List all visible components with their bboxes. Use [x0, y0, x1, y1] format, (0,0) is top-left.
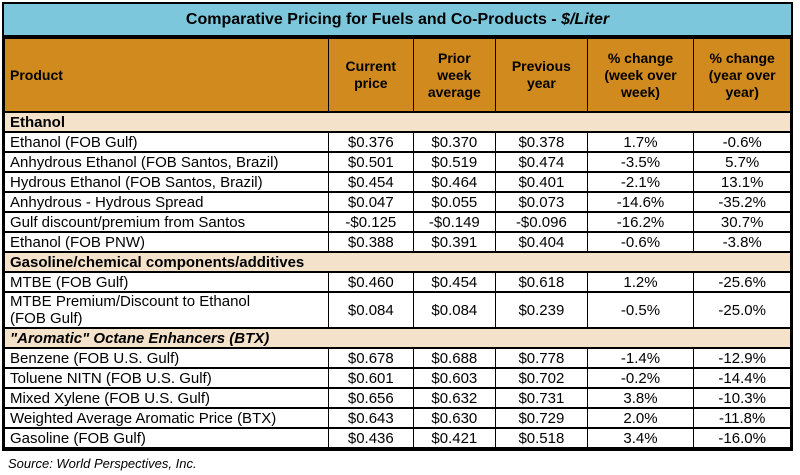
col-header-product: Product	[5, 38, 329, 112]
pct-change-wow-cell: 3.4%	[587, 428, 694, 448]
previous-year-cell: $0.239	[496, 292, 588, 328]
pct-change-yoy-cell: -0.6%	[694, 132, 791, 152]
pct-change-wow-cell: -0.6%	[587, 232, 694, 252]
previous-year-cell: $0.073	[496, 192, 588, 212]
product-cell: Anhydrous - Hydrous Spread	[5, 192, 329, 212]
current-price-cell: $0.376	[329, 132, 414, 152]
previous-year-cell: $0.729	[496, 408, 588, 428]
section-row	[5, 328, 791, 348]
pct-change-yoy-cell: 13.1%	[694, 172, 791, 192]
current-price-cell: -$0.125	[329, 212, 414, 232]
pct-change-wow-cell: -2.1%	[587, 172, 694, 192]
pct-change-wow-cell: -14.6%	[587, 192, 694, 212]
current-price-cell: $0.460	[329, 272, 414, 292]
previous-year-cell: $0.378	[496, 132, 588, 152]
table-row	[5, 172, 791, 192]
current-price-cell: $0.084	[329, 292, 414, 328]
pct-change-yoy-cell: 30.7%	[694, 212, 791, 232]
previous-year-cell: -$0.096	[496, 212, 588, 232]
pricing-table	[4, 37, 791, 449]
product-cell: Toluene NITN (FOB U.S. Gulf)	[5, 368, 329, 388]
pricing-table-body	[5, 112, 791, 448]
previous-year-cell: $0.618	[496, 272, 588, 292]
current-price-cell: $0.643	[329, 408, 414, 428]
table-row	[5, 388, 791, 408]
current-price-cell: $0.678	[329, 348, 414, 368]
pct-change-yoy-cell: -12.9%	[694, 348, 791, 368]
pct-change-wow-cell: 3.8%	[587, 388, 694, 408]
prior-week-average-cell: $0.421	[413, 428, 496, 448]
product-cell: Hydrous Ethanol (FOB Santos, Brazil)	[5, 172, 329, 192]
pct-change-wow-cell: 2.0%	[587, 408, 694, 428]
previous-year-cell: $0.731	[496, 388, 588, 408]
pct-change-wow-cell: -3.5%	[587, 152, 694, 172]
product-cell: MTBE Premium/Discount to Ethanol (FOB Gulf)	[5, 292, 329, 328]
table-row	[5, 152, 791, 172]
col-header-current-price: Current price	[329, 38, 414, 112]
prior-week-average-cell: $0.632	[413, 388, 496, 408]
prior-week-average-cell: -$0.149	[413, 212, 496, 232]
product-cell: Weighted Average Aromatic Price (BTX)	[5, 408, 329, 428]
previous-year-cell: $0.702	[496, 368, 588, 388]
product-cell: Ethanol (FOB PNW)	[5, 232, 329, 252]
prior-week-average-cell: $0.630	[413, 408, 496, 428]
pricing-table-frame	[2, 2, 793, 451]
table-title-text: Comparative Pricing for Fuels and Co-Products -	[185, 10, 562, 28]
pct-change-yoy-cell: -25.0%	[694, 292, 791, 328]
table-title	[186, 11, 609, 29]
pct-change-yoy-cell: -16.0%	[694, 428, 791, 448]
pct-change-wow-cell: -16.2%	[587, 212, 694, 232]
product-cell: MTBE (FOB Gulf)	[5, 272, 329, 292]
product-cell: Gulf discount/premium from Santos	[5, 212, 329, 232]
product-cell: Anhydrous Ethanol (FOB Santos, Brazil)	[5, 152, 329, 172]
pct-change-wow-cell: -0.5%	[587, 292, 694, 328]
prior-week-average-cell: $0.519	[413, 152, 496, 172]
section-row	[5, 112, 791, 132]
pct-change-yoy-cell: -3.8%	[694, 232, 791, 252]
product-cell: Ethanol (FOB Gulf)	[5, 132, 329, 152]
previous-year-cell: $0.474	[496, 152, 588, 172]
current-price-cell: $0.436	[329, 428, 414, 448]
col-header-prior-week-average: Prior week average	[413, 38, 496, 112]
header-row	[5, 38, 791, 112]
prior-week-average-cell: $0.688	[413, 348, 496, 368]
source-note: Source: World Perspectives, Inc.	[8, 456, 197, 471]
pricing-table-header	[5, 38, 791, 112]
table-row	[5, 348, 791, 368]
pct-change-wow-cell: 1.2%	[587, 272, 694, 292]
pct-change-yoy-cell: -35.2%	[694, 192, 791, 212]
table-row	[5, 132, 791, 152]
section-label: Gasoline/chemical components/additives	[5, 252, 791, 272]
previous-year-cell: $0.401	[496, 172, 588, 192]
pct-change-wow-cell: -1.4%	[587, 348, 694, 368]
pct-change-yoy-cell: -11.8%	[694, 408, 791, 428]
table-title-bar	[4, 4, 791, 37]
current-price-cell: $0.047	[329, 192, 414, 212]
col-header-pct-change-wow: % change (week over week)	[587, 38, 694, 112]
prior-week-average-cell: $0.370	[413, 132, 496, 152]
previous-year-cell: $0.518	[496, 428, 588, 448]
prior-week-average-cell: $0.603	[413, 368, 496, 388]
current-price-cell: $0.601	[329, 368, 414, 388]
table-row	[5, 428, 791, 448]
table-row	[5, 368, 791, 388]
pct-change-yoy-cell: -25.6%	[694, 272, 791, 292]
current-price-cell: $0.388	[329, 232, 414, 252]
prior-week-average-cell: $0.055	[413, 192, 496, 212]
col-header-pct-change-yoy: % change (year over year)	[694, 38, 791, 112]
section-label: Ethanol	[5, 112, 791, 132]
table-row	[5, 212, 791, 232]
pct-change-wow-cell: 1.7%	[587, 132, 694, 152]
table-row	[5, 192, 791, 212]
previous-year-cell: $0.778	[496, 348, 588, 368]
product-cell: Benzene (FOB U.S. Gulf)	[5, 348, 329, 368]
current-price-cell: $0.656	[329, 388, 414, 408]
prior-week-average-cell: $0.454	[413, 272, 496, 292]
table-title-unit: $/Liter	[561, 10, 610, 28]
table-row	[5, 272, 791, 292]
pct-change-yoy-cell: -10.3%	[694, 388, 791, 408]
pct-change-yoy-cell: 5.7%	[694, 152, 791, 172]
table-row	[5, 232, 791, 252]
current-price-cell: $0.454	[329, 172, 414, 192]
table-row	[5, 408, 791, 428]
section-row	[5, 252, 791, 272]
pct-change-wow-cell: -0.2%	[587, 368, 694, 388]
product-cell: Mixed Xylene (FOB U.S. Gulf)	[5, 388, 329, 408]
current-price-cell: $0.501	[329, 152, 414, 172]
table-row	[5, 292, 791, 328]
prior-week-average-cell: $0.084	[413, 292, 496, 328]
pct-change-yoy-cell: -14.4%	[694, 368, 791, 388]
previous-year-cell: $0.404	[496, 232, 588, 252]
section-label: "Aromatic" Octane Enhancers (BTX)	[5, 328, 791, 348]
prior-week-average-cell: $0.391	[413, 232, 496, 252]
product-cell: Gasoline (FOB Gulf)	[5, 428, 329, 448]
prior-week-average-cell: $0.464	[413, 172, 496, 192]
col-header-previous-year: Previous year	[496, 38, 588, 112]
